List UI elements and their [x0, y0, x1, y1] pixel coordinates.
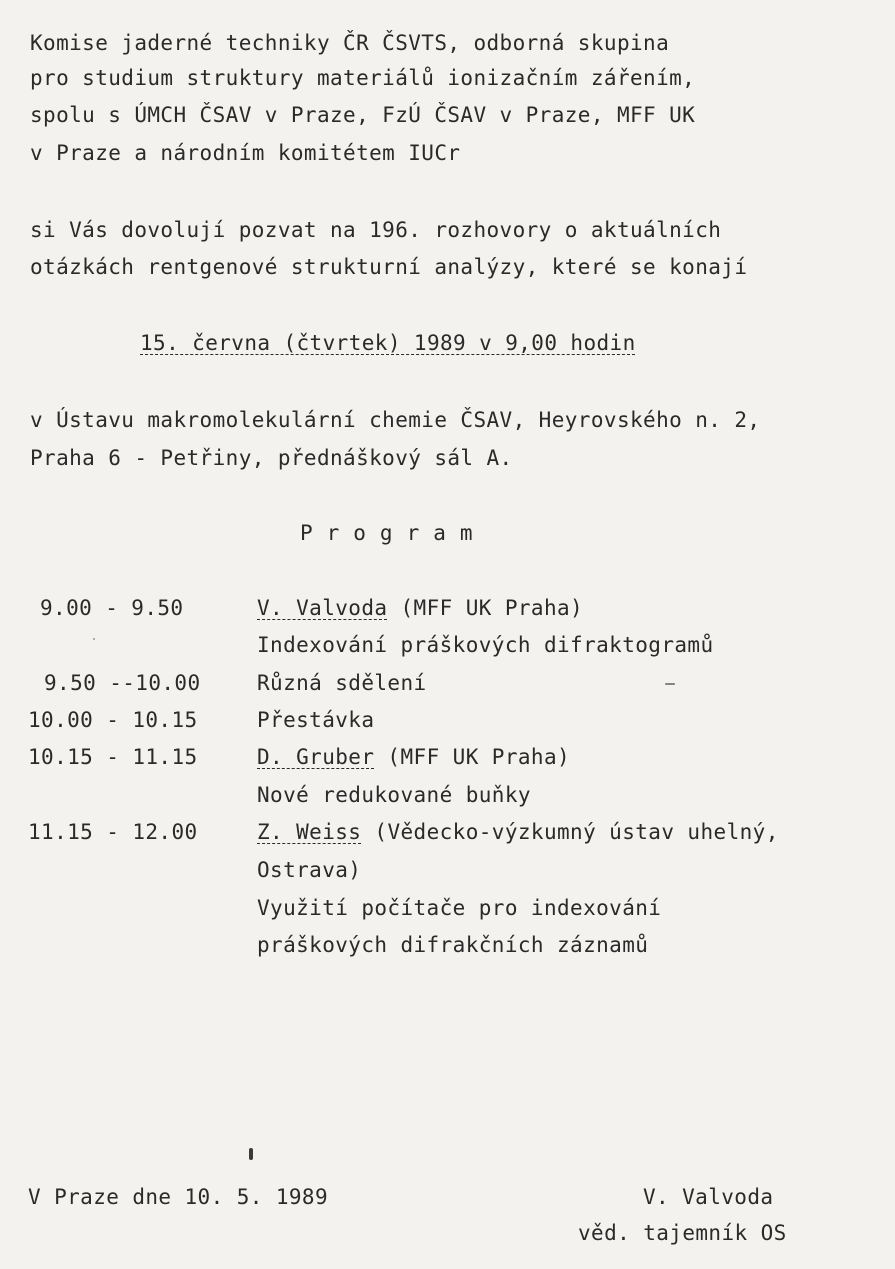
program-title-line [257, 747, 570, 768]
program-time: 10.15 - 11.15 [28, 745, 198, 769]
header-line-4: v Praze a národním komitétem IUCr [30, 141, 461, 165]
venue-line-2: Praha 6 - Petřiny, přednáškový sál A. [30, 446, 513, 470]
program-affiliation: (MFF UK Praha) [374, 745, 571, 769]
program-speaker: Z. Weiss [257, 820, 362, 844]
paper-speck [249, 1148, 253, 1160]
program-affiliation: (MFF UK Praha) [387, 596, 584, 620]
event-date-line: 15. června (čtvrtek) 1989 v 9,00 hodin [140, 331, 636, 355]
program-affiliation: (Vědecko-výzkumný ústav uhelný, [361, 820, 779, 844]
program-title-line [257, 822, 779, 843]
signer-title: věd. tajemník OS [578, 1221, 787, 1245]
program-speaker: D. Gruber [257, 745, 375, 769]
program-affiliation: Přestávka [257, 708, 375, 732]
invitation-line-2: otázkách rentgenové strukturní analýzy, které se konají [30, 255, 748, 279]
program-detail: Indexování práškových difraktogramů [257, 633, 714, 657]
program-detail: Nové redukované buňky [257, 783, 531, 807]
program-title-line [257, 673, 427, 694]
paper-speck [93, 638, 95, 640]
program-time: 10.00 - 10.15 [28, 708, 198, 732]
paper-speck [665, 683, 675, 685]
header-line-2: pro studium struktury materiálů ionizačním zářením, [30, 66, 696, 90]
program-speaker: V. Valvoda [257, 596, 388, 620]
program-time: 11.15 - 12.00 [28, 820, 198, 844]
program-title-line [257, 598, 583, 619]
header-line-3: spolu s ÚMCH ČSAV v Praze, FzÚ ČSAV v Praze, MFF UK [30, 103, 696, 127]
program-time: 9.00 - 9.50 [40, 596, 184, 620]
invitation-line-1: si Vás dovolují pozvat na 196. rozhovory o aktuálních [30, 218, 722, 242]
program-affiliation: Různá sdělení [257, 671, 427, 695]
header-line-1: Komise jaderné techniky ČR ČSVTS, odborná skupina [30, 31, 670, 55]
venue-line-1: v Ústavu makromolekulární chemie ČSAV, Heyrovského n. 2, [30, 408, 761, 432]
program-detail: Ostrava) [257, 858, 362, 882]
program-title-line [257, 710, 374, 731]
program-time: 9.50 --10.00 [44, 671, 201, 695]
program-detail: Využití počítače pro indexování [257, 896, 662, 920]
place-date: V Praze dne 10. 5. 1989 [28, 1185, 328, 1209]
signer-name: V. Valvoda [643, 1185, 774, 1209]
program-detail: práškových difrakčních záznamů [257, 933, 649, 957]
program-title: Program [300, 521, 487, 545]
